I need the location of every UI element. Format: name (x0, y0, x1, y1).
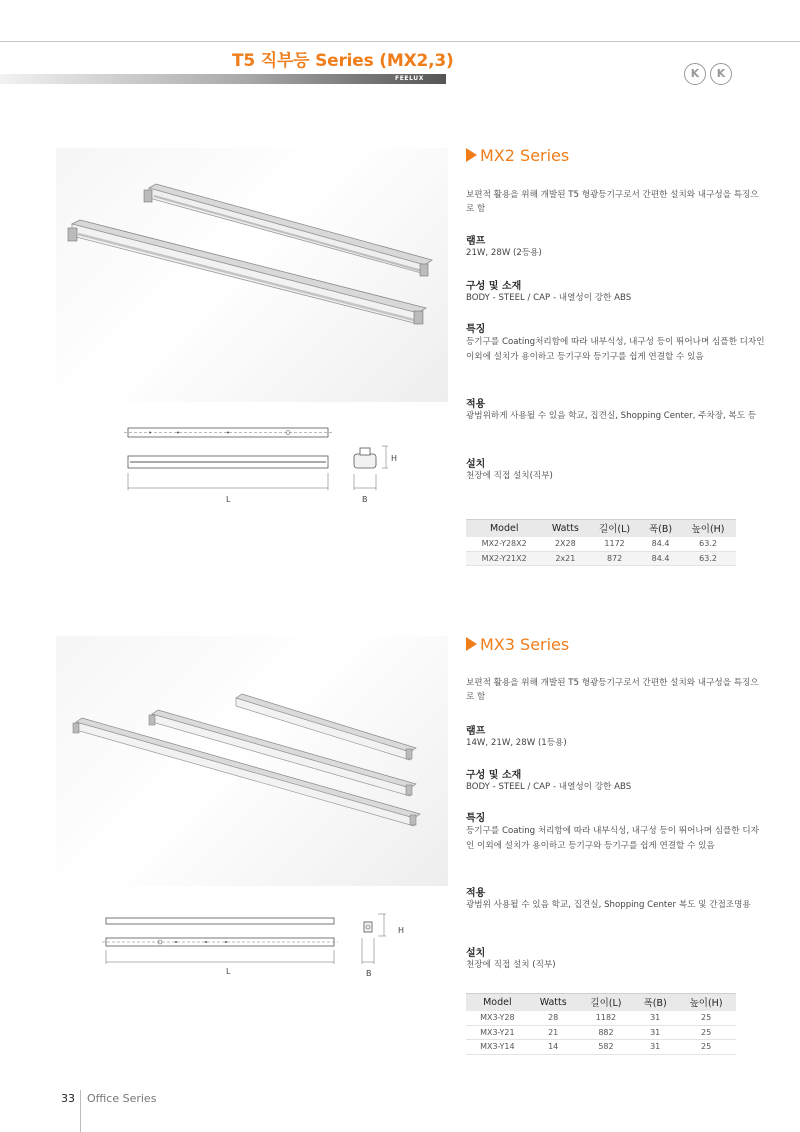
table-row (466, 537, 736, 552)
mx3-dim-label-b: B (366, 969, 372, 978)
mx2-install-text: 천장에 직접 설치(직부) (466, 471, 553, 481)
mx3-feature-heading: 특징 (466, 813, 486, 824)
mx3-feature-text: 등기구를 Coating 처리함에 따라 내부식성, 내구성 등이 뛰어나며 심플한 디자인 이외에 설치가 용이하고 등기구와 등기구를 쉽게 연결할 수 있음 (466, 826, 759, 851)
mx2-application-heading: 적용 (466, 399, 486, 410)
table-row (466, 1011, 736, 1026)
table-cell: 31 (634, 1025, 676, 1040)
mx2-dim-label-l: L (226, 495, 231, 504)
table-cell: 1172 (588, 537, 641, 552)
mx2-lamp-heading: 램프 (466, 236, 486, 247)
mx2-install-heading: 설치 (466, 459, 486, 470)
mx2-dim-label-h: H (391, 454, 398, 463)
table-cell: MX3-Y28 (466, 1011, 529, 1026)
cert-k-mark-icon: K (684, 63, 706, 85)
table-cell: 25 (676, 1040, 736, 1055)
header-band (0, 74, 446, 84)
mx3-application-text: 광범위 사용될 수 있음 학교, 집견실, Shopping Center 복도 및 간접조명용 (466, 900, 751, 910)
table-row (466, 1040, 736, 1055)
col-header-height: 높이(H) (676, 994, 736, 1011)
table-cell: 582 (578, 1040, 634, 1055)
mx2-spec-table (466, 519, 736, 566)
table-cell: MX3-Y21 (466, 1025, 529, 1040)
page-number: 33 (61, 1092, 75, 1105)
col-header-length: 길이(L) (578, 994, 634, 1011)
table-cell: 14 (529, 1040, 578, 1055)
footer-title: Office Series (87, 1092, 157, 1105)
table-cell: MX3-Y14 (466, 1040, 529, 1055)
header-rule (0, 41, 800, 42)
mx2-lamp-text: 21W, 28W (2등용) (466, 248, 542, 258)
mx2-series-title-text: MX2 Series (480, 146, 570, 165)
mx3-lamp-heading: 램프 (466, 726, 486, 737)
table-cell: 63.2 (680, 551, 736, 566)
table-cell: MX2-Y28X2 (466, 537, 542, 552)
mx3-series-title-text: MX3 Series (480, 635, 570, 654)
mx2-feature-text: 등기구를 Coating처리함에 따라 내부식성, 내구성 등이 뛰어나며 심플한 디자인 이외에 설치가 용이하고 등기구와 등기구를 쉽게 연결할 수 있음 (466, 337, 765, 362)
cert-ks-mark-icon: K (710, 63, 732, 85)
brand-label: FEELUX (395, 75, 425, 82)
mx2-material-heading: 구성 및 소재 (466, 281, 522, 292)
col-header-length: 길이(L) (588, 520, 641, 537)
table-row (466, 1025, 736, 1040)
table-cell: 25 (676, 1025, 736, 1040)
table-cell: 63.2 (680, 537, 736, 552)
table-cell: 84.4 (641, 551, 680, 566)
col-header-width: 폭(B) (634, 994, 676, 1011)
mx2-material-text: BODY - STEEL / CAP - 내열성이 강한 ABS (466, 293, 632, 303)
table-cell: 2x21 (542, 551, 588, 566)
mx3-lamp-text: 14W, 21W, 28W (1등용) (466, 738, 567, 748)
mx2-fixture-front (68, 220, 426, 324)
table-cell: 31 (634, 1011, 676, 1026)
table-cell: 882 (578, 1025, 634, 1040)
triangle-bullet-icon (466, 148, 477, 162)
mx2-description: 보편적 활용을 위해 개발된 T5 형광등기구로서 간편한 설치와 내구성을 특징으로 함 (466, 190, 759, 214)
mx2-product-photo (56, 148, 448, 402)
col-header-width: 폭(B) (641, 520, 680, 537)
mx3-application-heading: 적용 (466, 888, 486, 899)
mx2-dimension-drawing (118, 418, 418, 522)
mx2-feature-heading: 특징 (466, 324, 486, 335)
table-header-row (466, 520, 736, 537)
mx2-dim-label-b: B (362, 495, 368, 504)
table-cell: 1182 (578, 1011, 634, 1026)
table-cell: 872 (588, 551, 641, 566)
mx3-install-text: 천장에 직접 설치 (직부) (466, 960, 556, 970)
col-header-height: 높이(H) (680, 520, 736, 537)
col-header-watts: Watts (542, 520, 588, 537)
mx3-dimension-drawing (96, 906, 416, 990)
col-header-model: Model (466, 994, 529, 1011)
mx3-spec-table (466, 993, 736, 1055)
mx3-dim-label-l: L (226, 967, 231, 976)
table-cell: 28 (529, 1011, 578, 1026)
mx3-install-heading: 설치 (466, 948, 486, 959)
table-header-row (466, 994, 736, 1011)
table-row (466, 551, 736, 566)
mx3-material-heading: 구성 및 소재 (466, 770, 522, 781)
footer-divider (80, 1090, 81, 1132)
table-cell: MX2-Y21X2 (466, 551, 542, 566)
table-cell: 84.4 (641, 537, 680, 552)
mx3-series-title (466, 635, 569, 654)
mx3-material-text: BODY - STEEL / CAP - 내열성이 강한 ABS (466, 782, 632, 792)
table-cell: 25 (676, 1011, 736, 1026)
page-title: T5 직부등 Series (MX2,3) (232, 51, 454, 71)
table-cell: 2X28 (542, 537, 588, 552)
table-cell: 21 (529, 1025, 578, 1040)
mx2-series-title (466, 146, 569, 165)
mx2-application-text: 광범위하게 사용될 수 있음 학교, 집견실, Shopping Center, 주차장, 복도 등 (466, 411, 757, 421)
triangle-bullet-icon (466, 637, 477, 651)
table-cell: 31 (634, 1040, 676, 1055)
col-header-watts: Watts (529, 994, 578, 1011)
mx3-description: 보편적 활용을 위해 개발된 T5 형광등기구로서 간편한 설치와 내구성을 특징으로 함 (466, 678, 759, 702)
mx3-product-photo (56, 636, 448, 886)
mx3-dim-label-h: H (398, 926, 405, 935)
col-header-model: Model (466, 520, 542, 537)
